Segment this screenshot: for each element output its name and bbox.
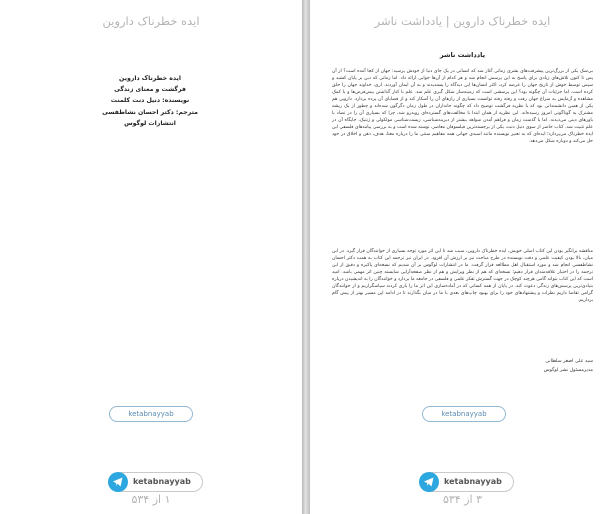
watermark: ketabnayyab [109,406,193,422]
signer-name: سید علی اصغر سلطانی [545,359,593,364]
book-publisher: انتشارات لوگوس [124,119,176,127]
title-block [60,73,240,129]
page-number: ۱ از ۵۳۴ [131,493,171,506]
book-author: نویسنده: دنیل دنت کلمنت [110,97,190,105]
channel-logo[interactable] [110,472,203,492]
channel-logo[interactable] [421,472,514,492]
book-translator: مترجم: دکتر احسان نشاطفسی [102,108,198,116]
telegram-icon [419,472,439,492]
signature [473,358,593,375]
body-paragraph: بی‌شک یکی از بزرگ‌ترین پیشرفت‌های بشری زمانی آغاز شد که انسانی در یک جای دنیا از خودش پرسید: جهان از کجا آمده است؟ از آن پس تا کنون تلاش‌های زیادی برای پاسخ به این پرسش انجام شد و هر کدام از آن‌ها جوابی ارائه داد. اما زمانی که دین بر پایان کشید و سپس توسط خوش از تاریخ جهان را عرضه کرد، اکثر انسان‌ها این دیدگاه را پسندیدند و به آن ایمان آوردند. اری، خداوند جهان را خلق کرده است، اما جزئیات آن چگونه بود؟ این پرسشی است که زمینه‌ساز شکل گیری علم شد. علم با کنار گذاشتن پیش‌فرض‌ها و با کمک مشاهده و آزمایش به سراغ جهان رفت و رفته رفته توانست بسیاری از رازهای آن را آشکار کند و از قضایای آن پرده بردارد. داروین هم یکی از همین دانشمندانی بود که با نظریه فرگشت توضیح داد که چگونه جانداران در طول زمان دگرگون شده‌اند و چطور از یک ریشه مشترک به گوناگونی امروز رسیده‌اند. این نظریه از همان ابتدا با مخالفت‌های گسترده‌ای روبه‌رو شد، چرا که بسیاری آن را در تضاد با باورهای دینی می‌دیدند. اما با گذشت زمان و فراهم آمدن شواهد بیشتر از دیرینه‌شناسی، زیست‌شناسی مولکولی و ژنتیک، جایگاه آن در علم تثبیت شد. کتاب حاضر از سوی دنیل دنت، یکی از برجسته‌ترین فیلسوفان معاصر، نوشته شده است و به بررسی پیامدهای فلسفی این ایده خطرناک می‌پردازد؛ ایده‌ای که به تعبیر نویسنده مانند اسیدی جهانی همه مفاهیم سنتی ما را درباره معنا، هدف، ذهن و اخلاق در خود حل می‌کند و دوباره شکل می‌دهد. [332,69,593,145]
book-title: ایده خطرناک داروین [119,75,181,82]
page-number: ۳ از ۵۳۴ [442,493,483,506]
watermark: ketabnayyab [422,406,506,422]
section-title: یادداشت ناشر [439,51,486,59]
page-divider [302,0,310,514]
running-header: ایده خطرناک داروین | یادداشت ناشر [374,14,551,28]
book-subtitle: فرگشت و معنای زندگی [114,86,186,94]
logo-label: ketabnayyab [444,477,502,486]
right-page [310,0,615,514]
telegram-icon [108,472,128,492]
left-page [0,0,302,514]
body-paragraph: مناقشه برانگیز بودن این کتاب اصلی خویش، ایده خطرناک داروین، سبب شد تا این اثر مورد توجه بسیاری از خوانندگان قرار گیرد. در این میان، بالا بودن کیفیت علمی و دقت نویسنده در طرح مباحث نیز بر ارزش آن افزود. در ایران نیز ترجمه این کتاب به همت دکتر احسان نشاطفسی انجام شد و مورد استقبال اهل مطالعه قرار گرفت. ما در انتشارات لوگوس بر آن شدیم که نسخه‌ای پاکیزه و دقیق از این ترجمه را در اختیار علاقه‌مندان قرار دهیم؛ نسخه‌ای که هم از نظر ویرایش و هم از نظر صفحه‌آرایی شایسته چنین اثر مهمی باشد. امید است که این کتاب بتواند گامی هرچند کوچک در جهت گسترش تفکر علمی و فلسفی در جامعه ما بردارد و خوانندگان را به اندیشیدن درباره بنیادی‌ترین پرسش‌های زندگی دعوت کند. در پایان از همه کسانی که در آماده‌سازی این اثر ما را یاری کردند سپاسگزاریم و از خوانندگان گرامی تقاضا داریم نظرات و پیشنهادهای خود را برای بهبود چاپ‌های بعدی با ما در میان بگذارند تا در ادامه این مسیر بهتر از پیش گام برداریم. [332,249,593,304]
running-header: ایده خطرناک داروین [102,14,200,28]
signer-role: مدیرمسئول نشر لوگوس [543,367,593,373]
logo-label: ketabnayyab [133,477,191,486]
